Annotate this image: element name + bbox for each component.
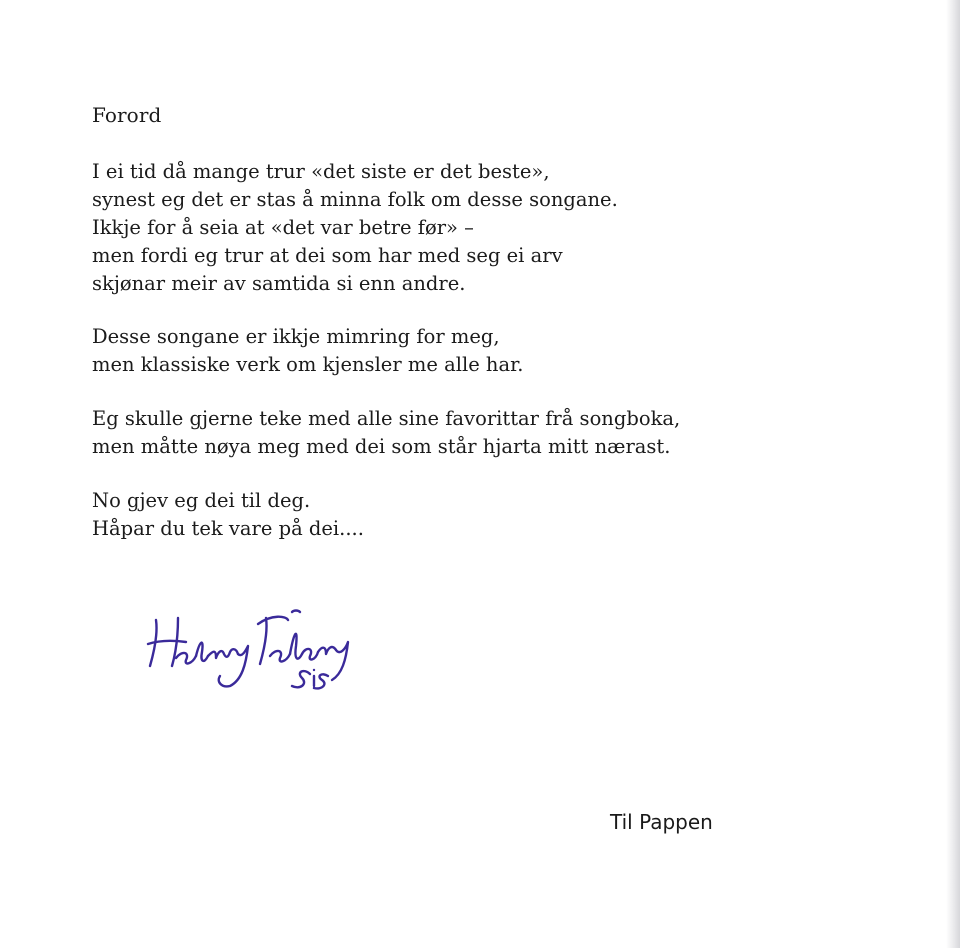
text-line: Ikkje for å seia at «det var betre før» – <box>92 216 474 239</box>
text-line: Desse songane er ikkje mimring for meg, <box>92 325 500 348</box>
text-line: men måtte nøya meg med dei som står hjarta mitt nærast. <box>92 435 671 458</box>
paragraph-3 <box>92 405 680 461</box>
text-line: skjønar meir av samtida si enn andre. <box>92 272 466 295</box>
text-line: synest eg det er stas å minna folk om desse songane. <box>92 188 618 211</box>
paragraph-4 <box>92 487 364 543</box>
page-heading: Forord <box>92 103 162 127</box>
text-line: Håpar du tek vare på dei.... <box>92 517 364 540</box>
text-line: No gjev eg dei til deg. <box>92 489 311 512</box>
paragraph-1 <box>92 158 618 298</box>
paragraph-2 <box>92 323 524 379</box>
text-line: men fordi eg trur at dei som har med seg ei arv <box>92 244 563 267</box>
text-line: I ei tid då mange trur «det siste er det beste», <box>92 160 550 183</box>
dedication-text: Til Pappen <box>610 810 713 834</box>
text-line: Eg skulle gjerne teke med alle sine favorittar frå songboka, <box>92 407 681 430</box>
page-edge <box>946 0 960 948</box>
handwritten-signature <box>142 598 362 698</box>
text-line: men klassiske verk om kjensler me alle har. <box>92 353 524 376</box>
